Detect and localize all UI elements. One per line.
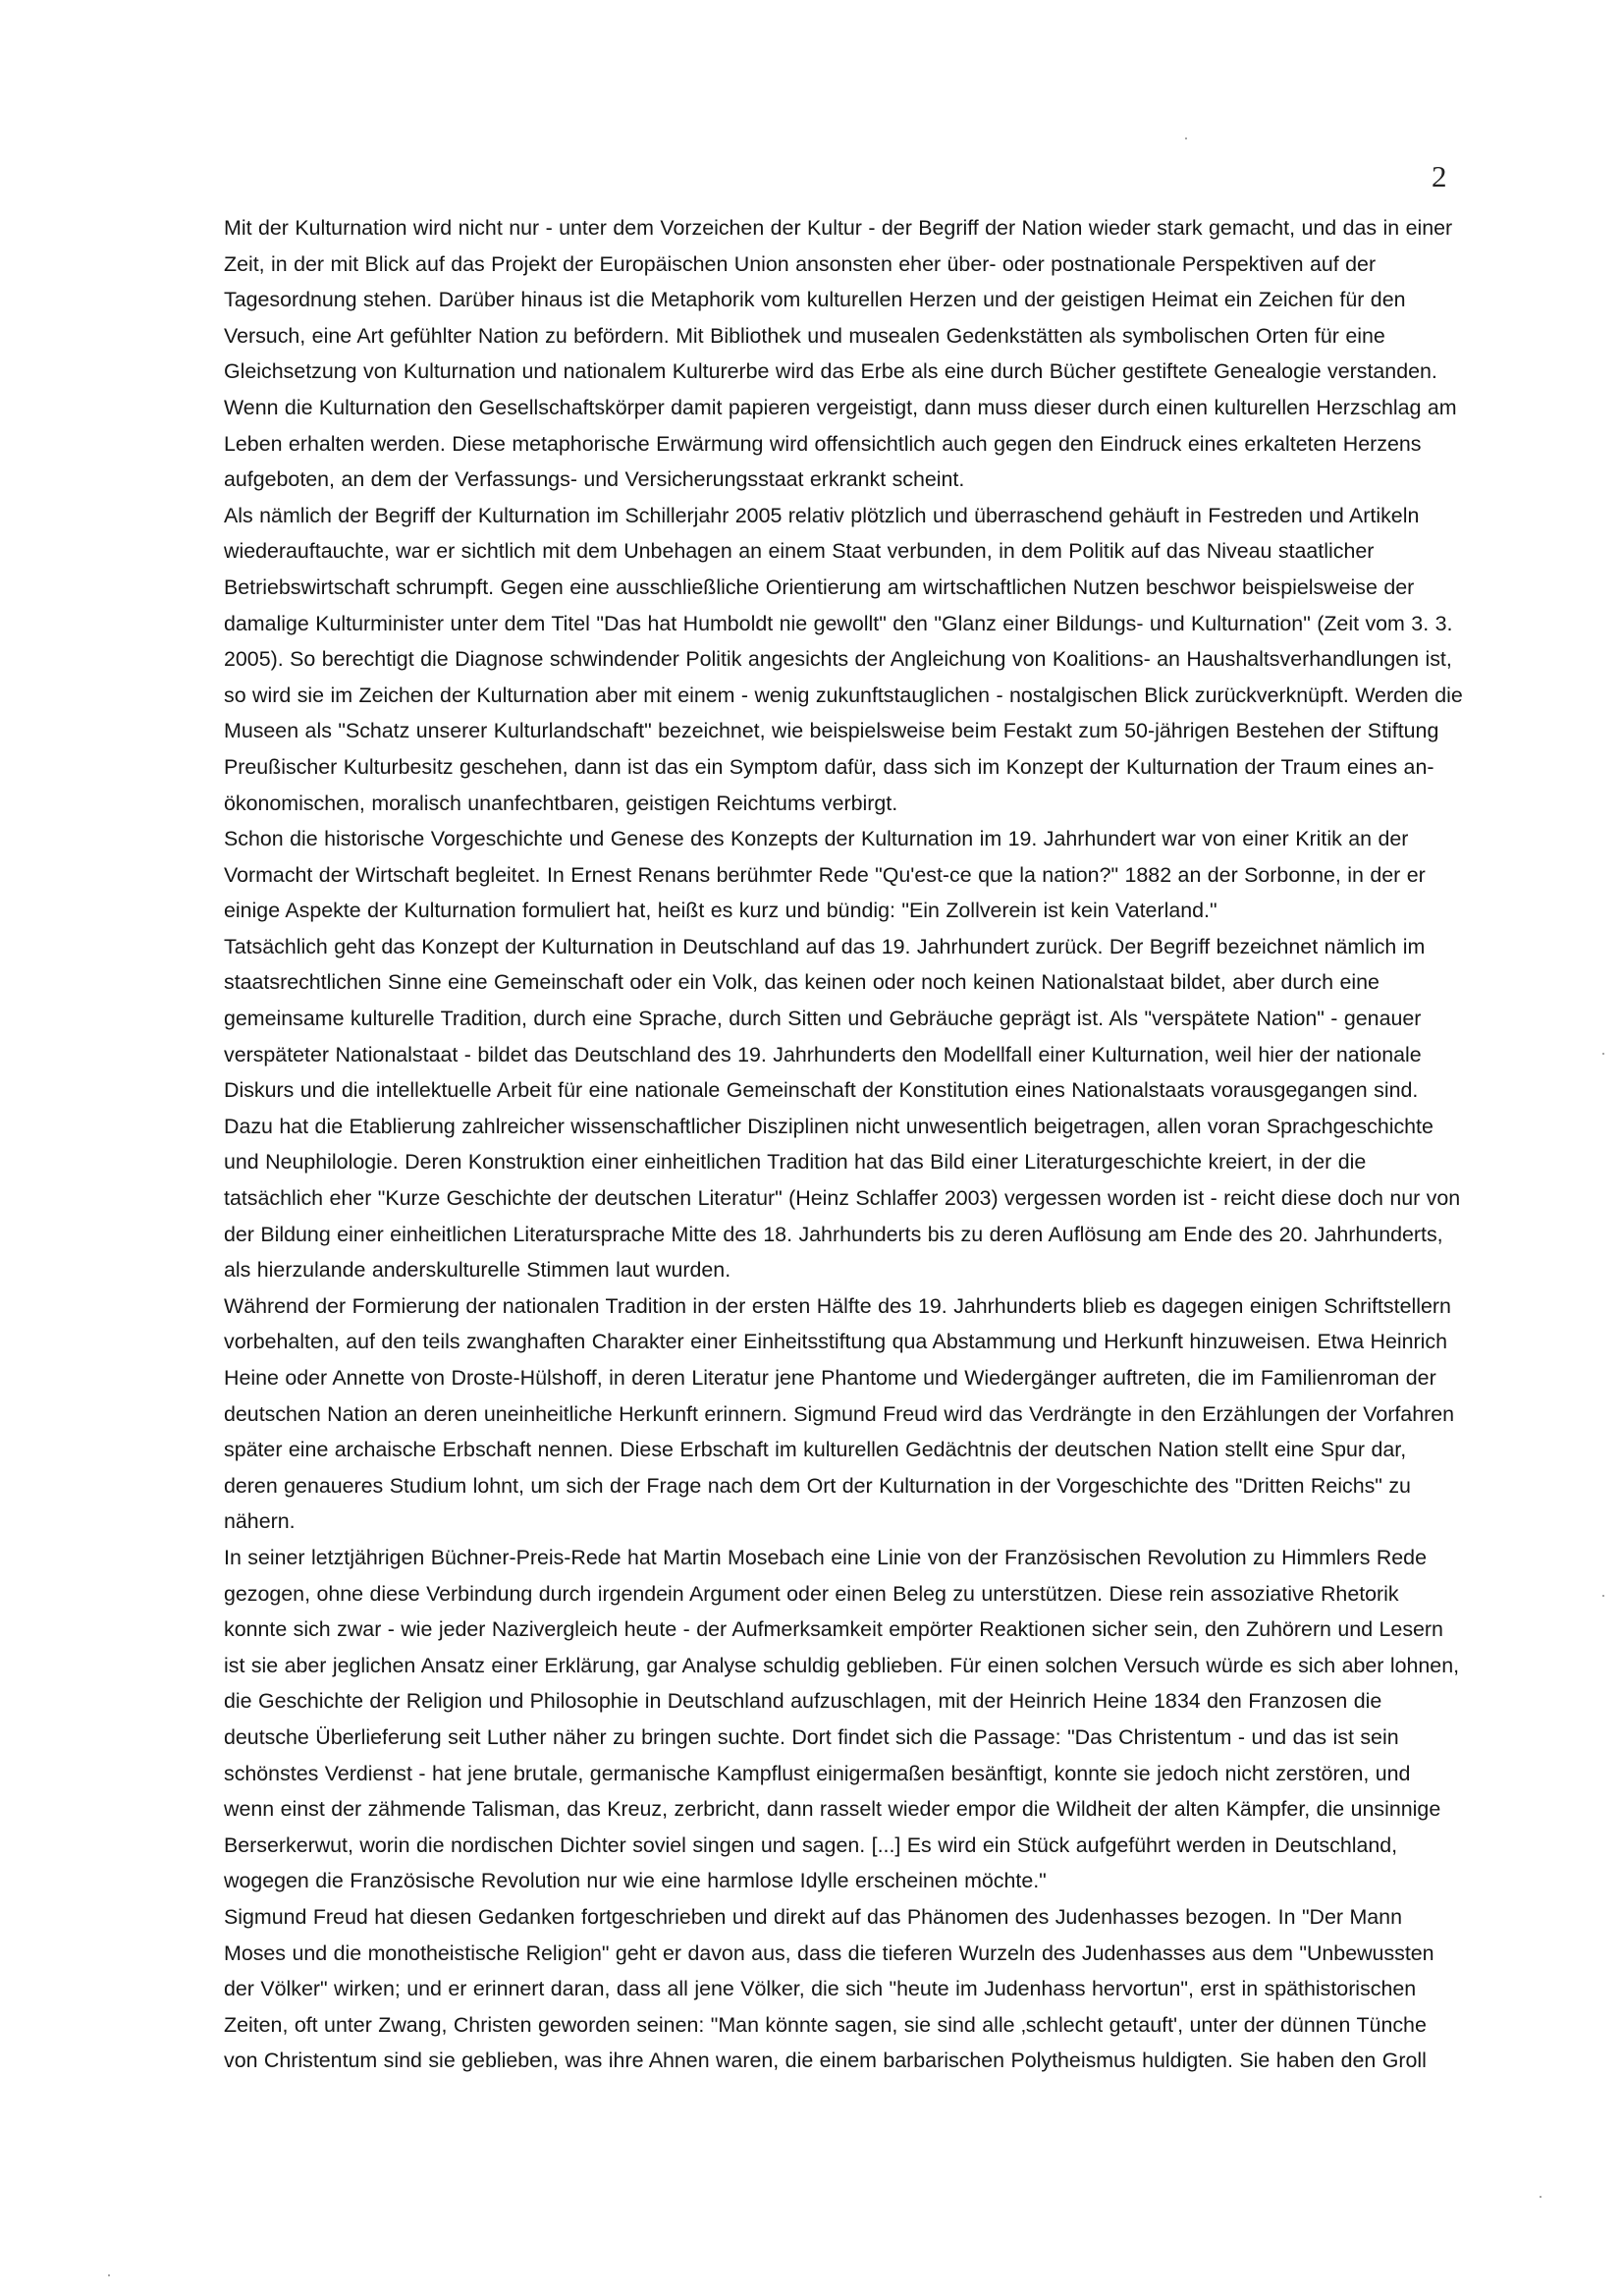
paragraph-1: Mit der Kulturnation wird nicht nur - unter dem Vorzeichen der Kultur - der Begriff der Nation wieder stark gemacht, und das in einer Zeit, in der mit Blick auf das Projekt der Europäischen Union ansonsten eher über- oder postnationale Perspektiven auf der Tagesordnung stehen. Darüber hinaus ist die Metaphorik vom kulturellen Herzen und der geistigen Heimat ein Zeichen für den Versuch, eine Art gefühlter Nation zu befördern. Mit Bibliothek und musealen Gedenkstätten als symbolischen Orten für eine Gleichsetzung von Kulturnation und nationalem Kulturerbe wird das Erbe als eine durch Bücher gestiftete Genealogie verstanden. Wenn die Kulturnation den Gesellschaftskörper damit papieren vergeistigt, dann muss dieser durch einen kulturellen Herzschlag am Leben erhalten werden. Diese metaphorische Erwärmung wird offensichtlich auch gegen den Eindruck eines erkalteten Herzens aufgeboten, an dem der Verfassungs- und Versicherungsstaat erkrankt scheint. [224, 216, 1457, 492]
paragraph-4: Tatsächlich geht das Konzept der Kulturnation in Deutschland auf das 19. Jahrhundert zurück. Der Begriff bezeichnet nämlich im staatsrechtlichen Sinne eine Gemeinschaft oder ein Volk, das keinen oder noch keinen Nationalstaat bildet, aber durch eine gemeinsame kulturelle Tradition, durch eine Sprache, durch Sitten und Gebräuche geprägt ist. Als "verspätete Nation" - genauer verspäteter Nationalstaat - bildet das Deutschland des 19. Jahrhunderts den Modellfall einer Kulturnation, weil hier der nationale Diskurs und die intellektuelle Arbeit für eine nationale Gemeinschaft der Konstitution eines Nationalstaats vorausgegangen sind. Dazu hat die Etablierung zahlreicher wissenschaftlicher Disziplinen nicht unwesentlich beigetragen, allen voran Sprachgeschichte und Neuphilologie. Deren Konstruktion einer einheitlichen Tradition hat das Bild einer Literaturgeschichte kreiert, in der die tatsächlich eher "Kurze Geschichte der deutschen Literatur" (Heinz Schlaffer 2003) vergessen worden ist - reicht diese doch nur von der Bildung einer einheitlichen Literatursprache Mitte des 18. Jahrhunderts bis zu deren Auflösung am Ende des 20. Jahrhunderts, als hierzulande anderskulturelle Stimmen laut wurden. [224, 934, 1461, 1283]
paragraph-5: Während der Formierung der nationalen Tradition in der ersten Hälfte des 19. Jahrhunderts blieb es dagegen einigen Schriftstellern vorbehalten, auf den teils zwanghaften Charakter einer Einheitsstiftung qua Abstammung und Herkunft hinzuweisen. Etwa Heinrich Heine oder Annette von Droste-Hülshoff, in deren Literatur jene Phantome und Wiedergänger auftreten, die im Familienroman der deutschen Nation an deren uneinheitliche Herkunft erinnern. Sigmund Freud wird das Verdrängte in den Erzählungen der Vorfahren später eine archaische Erbschaft nennen. Diese Erbschaft im kulturellen Gedächtnis der deutschen Nation stellt eine Spur dar, deren genaueres Studium lohnt, um sich der Frage nach dem Ort der Kulturnation in der Vorgeschichte des "Dritten Reichs" zu nähern. [224, 1293, 1455, 1534]
paragraph-6: In seiner letztjährigen Büchner-Preis-Rede hat Martin Mosebach eine Linie von der Französischen Revolution zu Himmlers Rede gezogen, ohne diese Verbindung durch irgendein Argument oder einen Beleg zu unterstützen. Diese rein assoziative Rhetorik konnte sich zwar - wie jeder Nazivergleich heute - der Aufmerksamkeit empörter Reaktionen sicher sein, den Zuhörern und Lesern ist sie aber jeglichen Ansatz einer Erklärung, gar Analyse schuldig geblieben. Für einen solchen Versuch würde es sich aber lohnen, die Geschichte der Religion und Philosophie in Deutschland aufzuschlagen, mit der Heinrich Heine 1834 den Franzosen die deutsche Überlieferung seit Luther näher zu bringen suchte. Dort findet sich die Passage: "Das Christentum - und das ist sein schönstes Verdienst - hat jene brutale, germanische Kampflust einigermaßen besänftigt, konnte sie jedoch nicht zerstören, und wenn einst der zähmende Talisman, das Kreuz, zerbricht, dann rasselt wieder empor die Wildheit der alten Kämpfer, die unsinnige Berserkerwut, worin die nordischen Dichter soviel singen und sagen. [...] Es wird ein Stück aufgeführt werden in Deutschland, wogegen die Französische Revolution nur wie eine harmlose Idylle erscheinen möchte." [224, 1545, 1460, 1893]
page-number: 2 [1432, 159, 1447, 193]
scan-speck [108, 2274, 110, 2276]
paragraph-7: Sigmund Freud hat diesen Gedanken fortgeschrieben und direkt auf das Phänomen des Judenhasses bezogen. In "Der Mann Moses und die monotheistische Religion" geht er davon aus, dass die tieferen Wurzeln des Judenhasses aus dem "Unbewussten der Völker" wirken; und er erinnert daran, dass all jene Völker, die sich "heute im Judenhass hervortun", erst in späthistorischen Zeiten, oft unter Zwang, Christen geworden seinen: "Man könnte sagen, sie sind alle ‚schlecht getauft', unter der dünnen Tünche von Christentum sind sie geblieben, was ihre Ahnen waren, die einem barbarischen Polytheismus huldigten. Sie haben den Groll [224, 1904, 1434, 2073]
document-body [224, 210, 1463, 2079]
paragraph-2: Als nämlich der Begriff der Kulturnation im Schillerjahr 2005 relativ plötzlich und überraschend gehäuft in Festreden und Artikeln wiederauftauchte, war er sichtlich mit dem Unbehagen an einem Staat verbunden, in dem Politik auf das Niveau staatlicher Betriebswirtschaft schrumpft. Gegen eine ausschließliche Orientierung am wirtschaftlichen Nutzen beschwor beispielsweise der damalige Kulturminister unter dem Titel "Das hat Humboldt nie gewollt" den "Glanz einer Bildungs- und Kulturnation" (Zeit vom 3. 3. 2005). So berechtigt die Diagnose schwindender Politik angesichts der Angleichung von Koalitions- an Haushaltsverhandlungen ist, so wird sie im Zeichen der Kulturnation aber mit einem - wenig zukunftstauglichen - nostalgischen Blick zurückverknüpft. Werden die Museen als "Schatz unserer Kulturlandschaft" bezeichnet, wie beispielsweise beim Festakt zum 50-jährigen Bestehen der Stiftung Preußischer Kulturbesitz geschehen, dann ist das ein Symptom dafür, dass sich im Konzept der Kulturnation der Traum eines an-ökonomischen, moralisch unanfechtbaren, geistigen Reichtums verbirgt. [224, 503, 1463, 815]
scan-speck [1602, 1053, 1604, 1055]
scan-speck [1602, 1595, 1604, 1597]
scan-speck [1540, 2196, 1542, 2198]
paragraph-3: Schon die historische Vorgeschichte und Genese des Konzepts der Kulturnation im 19. Jahrhundert war von einer Kritik an der Vormacht der Wirtschaft begleitet. In Ernest Renans berühmter Rede "Qu'est-ce que la nation?" 1882 an der Sorbonne, in der er einige Aspekte der Kulturnation formuliert hat, heißt es kurz und bündig: "Ein Zollverein ist kein Vaterland." [224, 827, 1426, 923]
scan-speck [1185, 137, 1187, 139]
